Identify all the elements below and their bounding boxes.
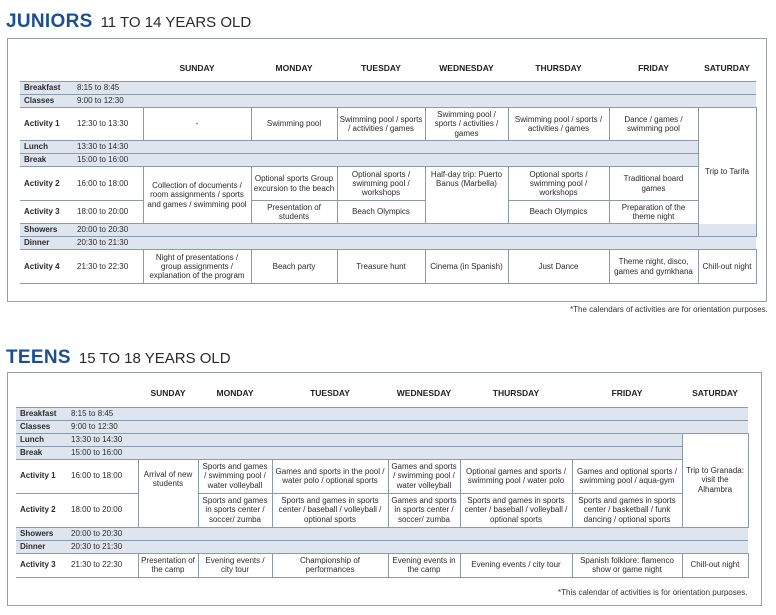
- row-label: Showers: [20, 224, 72, 237]
- activity-cell: Traditional board games: [609, 167, 698, 201]
- row-time: 18:00 to 20:00: [66, 493, 138, 527]
- activity-cell: Arrival of new students: [138, 459, 198, 527]
- teens-title: TEENS: [6, 347, 71, 368]
- juniors-day-monday: MONDAY: [275, 63, 313, 74]
- juniors-note: *The calendars of activities are for orientation purposes.: [570, 305, 768, 314]
- juniors-row-lunch: [20, 141, 756, 154]
- activity-cell: Spanish folklore: flamenco show or game night: [572, 553, 682, 577]
- row-label: Lunch: [16, 433, 66, 446]
- activity-cell: Dance / games / swimming pool: [609, 108, 698, 141]
- activity-cell: Beach Olympics: [337, 201, 425, 224]
- juniors-day-saturday: SATURDAY: [704, 63, 750, 74]
- juniors-row-activity-1: [20, 108, 756, 141]
- juniors-row-activity-4: [20, 250, 756, 284]
- juniors-row-activity-3: [20, 201, 756, 224]
- activity-cell: Championship of performances: [272, 553, 388, 577]
- juniors-heading: [6, 11, 251, 33]
- juniors-calendar-table: [20, 57, 757, 284]
- juniors-day-sunday: SUNDAY: [179, 63, 215, 74]
- juniors-row-dinner: [20, 237, 756, 250]
- teens-day-monday: MONDAY: [216, 388, 254, 399]
- row-label: Classes: [16, 420, 66, 433]
- juniors-row-classes: [20, 95, 756, 108]
- activity-cell: Beach party: [251, 250, 337, 284]
- row-time: 15:00 to 16:00: [72, 154, 143, 167]
- activity-cell: Swimming pool: [251, 108, 337, 141]
- activity-cell: Games and sports in the pool / water polo / optional sports: [272, 459, 388, 493]
- teens-row-activity-1: [16, 459, 748, 493]
- row-label: Lunch: [20, 141, 72, 154]
- row-label: Dinner: [20, 237, 72, 250]
- activity-cell: Night of presentations / group assignments / explanation of the program: [143, 250, 251, 284]
- activity-cell: Optional sports / swimming pool / workshops: [337, 167, 425, 201]
- row-time: 13:30 to 14:30: [72, 141, 143, 154]
- juniors-subtitle: 11 TO 14 YEARS OLD: [100, 14, 252, 31]
- row-label: Activity 1: [20, 108, 72, 141]
- teens-row-showers: [16, 527, 748, 540]
- row-time: 20:00 to 20:30: [72, 224, 143, 237]
- row-label: Activity 1: [16, 459, 66, 493]
- row-time: 20:30 to 21:30: [66, 540, 138, 553]
- juniors-row-activity-2: [20, 167, 756, 201]
- juniors-saturday-trip: Trip to Tarifa: [698, 108, 756, 237]
- activity-cell: Games and sports in sports center / soccer/ zumba: [388, 493, 460, 527]
- teens-day-tuesday: TUESDAY: [310, 388, 350, 399]
- juniors-row-showers: [20, 224, 756, 237]
- row-time: 18:00 to 20:00: [72, 201, 143, 224]
- teens-heading: [6, 347, 231, 369]
- row-time: 13:30 to 14:30: [66, 433, 138, 446]
- teens-row-lunch: [16, 433, 748, 446]
- row-label: Breakfast: [16, 407, 66, 420]
- juniors-day-friday: FRIDAY: [638, 63, 669, 74]
- juniors-row-break: [20, 154, 756, 167]
- activity-cell: Preparation of the theme night: [609, 201, 698, 224]
- teens-calendar-table: [16, 382, 749, 578]
- activity-cell: Sports and games / swimming pool / water volleyball: [198, 459, 272, 493]
- activity-cell: Games and optional sports / swimming pool / aqua-gym: [572, 459, 682, 493]
- activity-cell: Swimming pool / sports / activities / games: [337, 108, 425, 141]
- activity-cell: Cinema (in Spanish): [425, 250, 508, 284]
- activity-cell: Swimming pool / sports / activities / games: [508, 108, 609, 141]
- teens-day-friday: FRIDAY: [611, 388, 643, 399]
- activity-cell: Evening events / city tour: [460, 553, 572, 577]
- row-time: 8:15 to 8:45: [66, 407, 138, 420]
- row-time: 9:00 to 12:30: [72, 95, 143, 108]
- activity-cell: Treasure hunt: [337, 250, 425, 284]
- row-label: Activity 3: [20, 201, 72, 224]
- row-label: Showers: [16, 527, 66, 540]
- juniors-row-breakfast: [20, 82, 756, 95]
- row-time: 20:00 to 20:30: [66, 527, 138, 540]
- activity-cell: Evening events in the camp: [388, 553, 460, 577]
- row-label: Breakfast: [20, 82, 72, 95]
- teens-row-dinner: [16, 540, 748, 553]
- activity-cell: Collection of documents / room assignments / sports and games / swimming pool: [143, 167, 251, 224]
- activity-cell: Sports and games in sports center / baseball / volleyball / optional sports: [460, 493, 572, 527]
- teens-row-break: [16, 446, 748, 459]
- activity-cell: Theme night, disco, games and gymkhana: [609, 250, 698, 284]
- row-label: Activity 2: [20, 167, 72, 201]
- row-label: Classes: [20, 95, 72, 108]
- teens-row-activity-2: [16, 493, 748, 527]
- row-time: 21:30 to 22:30: [72, 250, 143, 284]
- activity-cell: Swimming pool / sports / activities / games: [425, 108, 508, 141]
- activity-cell: Sports and games in sports center / basketball / funk dancing / optional sports: [572, 493, 682, 527]
- juniors-day-wednesday: WEDNESDAY: [439, 63, 494, 74]
- teens-row-activity-3: [16, 553, 748, 577]
- row-time: 8:15 to 8:45: [72, 82, 143, 95]
- row-label: Activity 4: [20, 250, 72, 284]
- activity-cell: Chill-out night: [682, 553, 748, 577]
- teens-day-saturday: SATURDAY: [692, 388, 738, 399]
- row-label: Break: [20, 154, 72, 167]
- teens-row-classes: [16, 420, 748, 433]
- row-time: 16:00 to 18:00: [66, 459, 138, 493]
- juniors-day-tuesday: TUESDAY: [361, 63, 401, 74]
- row-label: Dinner: [16, 540, 66, 553]
- row-time: 16:00 to 18:00: [72, 167, 143, 201]
- teens-note: *This calendar of activities is for orientation purposes.: [558, 588, 748, 597]
- activity-cell: Optional sports Group excursion to the beach: [251, 167, 337, 201]
- row-time: 21:30 to 22:30: [66, 553, 138, 577]
- row-time: 12:30 to 13:30: [72, 108, 143, 141]
- row-time: 20:30 to 21:30: [72, 237, 143, 250]
- juniors-title: JUNIORS: [6, 11, 93, 32]
- row-label: Activity 2: [16, 493, 66, 527]
- activity-cell: Beach Olympics: [508, 201, 609, 224]
- juniors-day-thursday: THURSDAY: [535, 63, 582, 74]
- activity-cell: Sports and games in sports center / soccer/ zumba: [198, 493, 272, 527]
- activity-cell: -: [143, 108, 251, 141]
- teens-saturday-trip: Trip to Granada: visit the Alhambra: [682, 433, 748, 527]
- row-time: 9:00 to 12:30: [66, 420, 138, 433]
- activity-cell: Presentation of students: [251, 201, 337, 224]
- row-label: Activity 3: [16, 553, 66, 577]
- teens-subtitle: 15 TO 18 YEARS OLD: [78, 350, 231, 367]
- activity-cell: Sports and games in sports center / baseball / volleyball / optional sports: [272, 493, 388, 527]
- teens-row-breakfast: [16, 407, 748, 420]
- activity-cell: Evening events / city tour: [198, 553, 272, 577]
- activity-cell: Just Dance: [508, 250, 609, 284]
- activity-cell: Games and sports / swimming pool / water volleyball: [388, 459, 460, 493]
- activity-cell: Optional sports / swimming pool / workshops: [508, 167, 609, 201]
- activity-cell: Presentation of the camp: [138, 553, 198, 577]
- activity-cell: Chill-out night: [698, 250, 756, 284]
- teens-day-sunday: SUNDAY: [150, 388, 186, 399]
- teens-day-thursday: THURSDAY: [492, 388, 540, 399]
- activity-cell: Half-day trip: Puerto Banus (Marbella): [425, 167, 508, 224]
- row-time: 15:00 to 16:00: [66, 446, 138, 459]
- teens-day-wednesday: WEDNESDAY: [396, 388, 452, 399]
- row-label: Break: [16, 446, 66, 459]
- activity-cell: Optional games and sports / swimming pool / water polo: [460, 459, 572, 493]
